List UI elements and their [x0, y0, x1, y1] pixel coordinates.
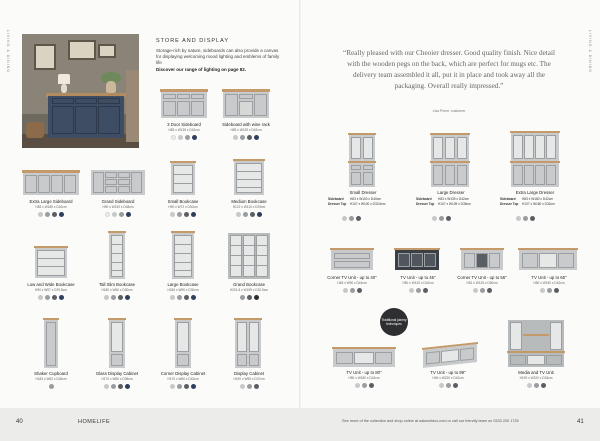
lifestyle-photo	[22, 34, 139, 148]
color-swatches	[150, 135, 218, 140]
product-display-cabinet[interactable]: Display Cabinet H190 x W95 x D37cm	[216, 371, 282, 389]
page-number-left: 40	[16, 419, 23, 425]
product-extra-large-sideboard[interactable]: Extra Large Sideboard H83 x W180 x D42cm	[16, 199, 86, 217]
corner-tv-unit-56-image	[461, 250, 503, 270]
product-sideboard-wine-rack[interactable]: Sideboard with wine rack H83 x W139 x D42cm	[212, 122, 280, 140]
product-large-bookcase[interactable]: Large Bookcase H180 x W90 x D30cm	[150, 282, 216, 300]
product-shaker-cupboard[interactable]: Shaker Cupboard H183 x W62 x D45cm	[18, 371, 84, 389]
product-corner-tv-unit-56[interactable]: Corner TV Unit - up to 56" H52 x W125 x D50cm	[448, 275, 516, 293]
product-3-door-sideboard[interactable]: 3 Door Sideboard H83 x W139 x D42cm	[150, 122, 218, 140]
tv-unit-45-image	[395, 250, 439, 270]
brand-name: HOMELIFE	[78, 419, 111, 425]
grand-sideboard-image	[91, 170, 145, 195]
product-grand-sideboard[interactable]: Grand Sideboard H90 x W192 x D48cm	[82, 199, 154, 217]
product-tv-unit-45[interactable]: TV Unit - up to 45" H50 x W120 x D42cm	[384, 275, 452, 293]
product-media-tv-unit[interactable]: Media and TV Unit H190 x W220 x D33cm	[502, 370, 570, 388]
left-vertical-label: LIVING & DINING	[6, 30, 10, 74]
small-dresser-swatches[interactable]	[342, 216, 361, 221]
tv-unit-65-image	[519, 250, 577, 270]
large-dresser-swatches[interactable]	[432, 216, 451, 221]
grand-bookcase-image	[228, 233, 270, 279]
product-tv-unit-99[interactable]: TV Unit - up to 99" H45 x W220 x D42cm	[414, 370, 482, 388]
product-medium-bookcase[interactable]: Medium Bookcase H122 x W110 x D29cm	[216, 199, 282, 217]
intro-block	[156, 38, 284, 73]
large-dresser-image	[431, 135, 469, 187]
product-small-bookcase[interactable]: Small Bookcase H90 x W72 x D30cm	[150, 199, 216, 217]
extra-large-dresser-swatches[interactable]	[516, 216, 535, 221]
shaker-cupboard-image	[44, 320, 58, 368]
media-tv-unit-image	[508, 320, 564, 367]
tv-unit-80-image	[333, 349, 395, 367]
medium-bookcase-image	[234, 161, 264, 195]
display-cabinet-image	[235, 320, 261, 368]
product-low-wide-bookcase[interactable]: Low and Wide Bookcase H90 x W97 x D29.5cm	[16, 282, 86, 300]
large-bookcase-image	[172, 233, 194, 279]
small-bookcase-image	[171, 163, 195, 195]
extra-large-sideboard-image	[23, 173, 79, 195]
small-dresser-image	[349, 135, 375, 187]
product-grand-bookcase[interactable]: Grand Bookcase H201.8 x W199 x D32.5cm	[214, 282, 284, 300]
product-corner-display-cabinet[interactable]: Corner Display Cabinet H170 x W60 x D42cm	[150, 371, 216, 389]
intro-title: STORE AND DISPLAY	[156, 38, 230, 44]
right-vertical-label: LIVING & DINING	[588, 30, 592, 74]
small-dresser-specs: Sideboard H83 x W100 x D40cm Dresser Top H107 x W100 x D33.5cm	[328, 197, 386, 206]
extra-large-dresser-image	[511, 133, 559, 187]
product-tv-unit-80[interactable]: TV Unit - up to 80" H50 x W180 x D42cm	[330, 370, 398, 388]
tall-slim-bookcase-image	[109, 233, 125, 279]
page-number-right: 41	[577, 419, 584, 425]
wine-rack-sideboard-image	[223, 92, 269, 118]
product-tall-slim-bookcase[interactable]: Tall Slim Bookcase H180 x W60 x D30cm	[84, 282, 150, 300]
product-small-dresser[interactable]: Small Dresser	[349, 190, 377, 195]
color-swatches	[212, 135, 280, 140]
product-glass-display-cabinet[interactable]: Glass Display Cabinet H170 x W60 x D35cm	[84, 371, 150, 389]
quote-attribution: Lisa Pimm, customer	[432, 109, 466, 113]
contact-line[interactable]: See more of the collection and shop online at oakworldco.com or call our friendly team on 0333 200 1725	[342, 419, 519, 423]
extra-large-dresser-specs: Sideboard H83 x W180 x D42cm Dresser Top H107 x W180 x D32cm	[500, 197, 555, 206]
large-dresser-specs: Sideboard H83 x W139 x D42cm Dresser Top H107 x W139 x D35cm	[416, 197, 471, 206]
spine	[299, 0, 301, 408]
product-extra-large-dresser[interactable]: Extra Large Dresser	[515, 190, 555, 195]
joinery-badge: Traditional joinery techniques	[380, 308, 408, 336]
product-tv-unit-65[interactable]: TV Unit - up to 65" H50 x W150 x D42cm	[514, 275, 584, 293]
intro-cta[interactable]: Discover our range of lighting on page 82.	[156, 67, 247, 72]
intro-text: Storage-rich by nature, sideboards can also provide a canvas for displaying welcoming mood lighting and emblems of family life	[156, 48, 280, 65]
corner-display-cabinet-image	[175, 320, 191, 368]
corner-tv-unit-40-image	[331, 250, 373, 270]
customer-quote: “Really pleased with our Cheoier dresser. Good quality finish. Nice detail with the wooden pegs on the back, which are perfect for mugs etc. The delivery team assembled it all, put it in place and took away all the packaging. Overall really impressed.”	[343, 49, 555, 90]
glass-display-cabinet-image	[109, 320, 125, 368]
product-corner-tv-unit-40[interactable]: Corner TV Unit - up to 40" H48 x W90 x D44cm	[318, 275, 386, 293]
product-large-dresser[interactable]: Large Dresser	[437, 190, 465, 195]
low-wide-bookcase-image	[35, 248, 67, 278]
